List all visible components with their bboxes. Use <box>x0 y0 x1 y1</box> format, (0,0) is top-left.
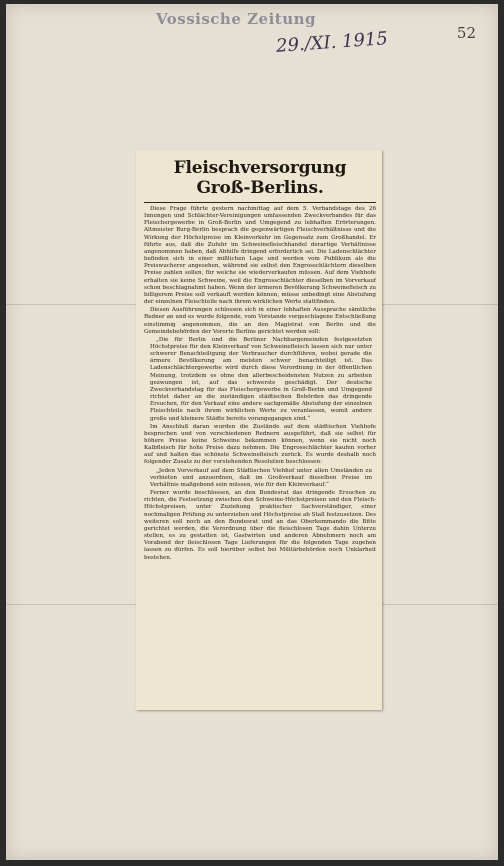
resolution-quote: „Jeden Vorverkauf auf dem Städtischen Viehhof unter allen Umständen zu verbieten und anzuordnen, daß im Großverkauf dieselben Preise im Verhältnis maßgebend sein müssen, wie für den Kleinverkauf.“ <box>150 467 372 488</box>
archive-sheet <box>6 4 498 860</box>
title-rule <box>144 202 376 203</box>
handwritten-date: 29./XI. 1915 <box>275 28 389 57</box>
article-title: Fleischversorgung Groß-Berlins. <box>173 158 347 198</box>
newspaper-stamp: Vossische Zeitung <box>156 10 317 28</box>
newspaper-clipping <box>136 150 382 710</box>
article-paragraph: Diesen Ausführungen schlossen sich in einer lebhaften Aussprache sämtliche Redner an und es wurde folgende, vom Vorstande vorgeschlagene Entschließung einstimmig angenommen, die an den Magistrat von Berlin und die Gemeindebehörden der Vororte Berlins gerichtet werden soll: <box>144 307 376 335</box>
resolution-quote: „Die für Berlin und die Berliner Nachbargemeinden festgesetzten Höchstpreise für den Kleinverkauf von Schweinefleisch lassen sich nur unter schwerer Benachteiligung der Verbraucher durchführen, wobei gerade die ärmere Bevölkerung am meisten schwer benachteiligt ist. Das Ladenschlächtergewerbe wird durch diese Verordnung in der öffentlichen Meinung, trotzdem es ohne den allerbescheidensten Nutzen zu arbeiten gezwungen ist, auf das schwerste geschädigt. Der deutsche Zweckverbandstag für das Fleischergewerbe in Groß-Berlin und Umgegend richtet daher an die zuständigen städtischen Behörden das dringende Ersuchen, für den Verkauf eine andere sachgemäße Abstufung der einzelnen Fleischteile nach ihrem wirklichen Werte zu veranlassen, womit andere große und kleinere Städte bereits vorangegangen sind.“ <box>150 336 372 422</box>
article-paragraph: Im Anschluß daran wurden die Zustände auf dem städtischen Viehhofe besprochen und von verschiedenen Rednern ausgeführt, daß sie selbst für höhere Preise keine Schweine bekommen können, wenn sie nicht noch Kalbfleisch für hohe Preise dazu nehmen. Die Engrosschlächter kaufen vorher auf und halten das schönste Schweinefleisch zurück. Es wurde deshalb noch folgender Zusatz zu der vorstehenden Resolution beschlossen: <box>144 423 376 466</box>
article-paragraph: Ferner wurde beschlossen, an den Bundesrat das dringende Ersuchen zu richten, die Festsetzung zwischen den Schweine-Höchstpreisen und den Fleisch-Höchstpreisen, unter Zuziehung praktischer Sachverständiger, einer nochmaligen Prüfung zu unterziehen und Höchstpreise ab Stall festzusetzen. Des weiteren soll noch an den Bundesrat und an das Oberkommando die Bitte gerichtet werden, die Verordnung über die fleischlosen Tage dahin Unterzu stellen, es zu gestatten ist, Gastwirten und anderen Abnehmern noch am Vorabend der fleischlosen Tage Lieferungen für die folgenden Tage zugehen lassen zu dürfen. Es soll hierüber selbst bei Militärbehörden noch Unklarheit bestehen. <box>144 490 376 561</box>
folio-number: 52 <box>456 24 476 42</box>
article-paragraph: Diese Frage führte gestern nachmittag auf dem 5. Verbandstage des 26 Innungen und Schlächter-Vereinigungen umfassenden Zweckverbandes für das Fleischergewerbe in Groß-Berlin und Umgegend zu lebhaften Erörterungen. Altmeister Burg-Berlin besprach die gegenwärtigen Fleischverhältnisse und die Wirkung der Höchstpreise im Kleinverkehr im Gegensatz zum Großhandel. Er führte aus, daß die Zufuhr im Schweinefleischhandel derartige Verhältnisse angenommen haben, daß Abhilfe dringend erforderlich sei. Die Ladenschlächter befinden sich in einer mißlichen Lage und werden vom Publikum als die Preiswucherer angesehen, während sie selbst den Engrosschlächtern dieselben Preise zahlen sollen, für welche sie wiederverkaufen müssen. Auf dem Viehhofe erhalten sie keine Schweine, weil die Engrosschlächter dieselben im Vorverkauf schon beschlagnahmt haben. Wenn der ärmeren Bevölkerung Schweinefleisch zu billigerem Preise soll verkauft werden können, müsse unbedingt eine Abstufung der einzelnen Fleischteile nach ihrem wirklichen Werte stattfinden. <box>144 206 376 306</box>
